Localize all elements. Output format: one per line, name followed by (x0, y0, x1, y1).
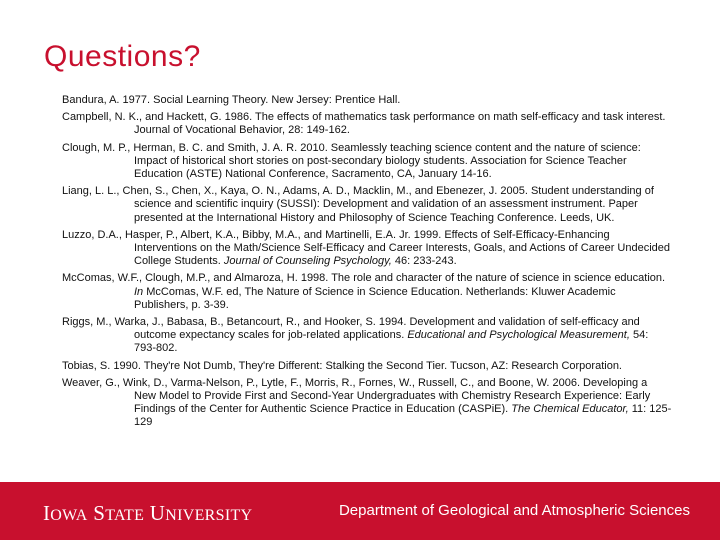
reference-item (62, 185, 672, 225)
reference-italic: Journal of Counseling Psychology, (223, 255, 392, 268)
reference-text: 11: 125-129 (134, 403, 672, 429)
reference-italic: Educational and Psychological Measurement, (407, 329, 630, 342)
reference-text: Clough, M. P., Herman, B. C. and Smith, J. A. R. 2010. Seamlessly teaching science content and the nature of science: Impact of historical short stories on post-secondary biology students. Association for Science Teacher Education (ASTE) National Conference, Sacramento, CA, January 14-16. (62, 141, 641, 181)
reference-text: Bandura, A. 1977. Social Learning Theory. New Jersey: Prentice Hall. (62, 94, 401, 106)
reference-item (62, 272, 672, 312)
logo-wordmark: IOWA STATE UNIVERSITY (43, 501, 253, 525)
reference-text: Tobias, S. 1990. They're Not Dumb, They're Different: Stalking the Second Tier. Tucson, AZ: Research Corporation. (62, 359, 622, 372)
reference-item (62, 142, 672, 182)
reference-text: 46: 233-243. (391, 255, 457, 268)
reference-list (62, 94, 672, 434)
department-name: Department of Geological and Atmospheric Sciences (338, 502, 690, 519)
reference-text: Riggs, M., Warka, J., Babasa, B., Betancourt, R., and Hooker, S. 1994. Development and validation of self-efficacy and outcome expectancy scales for job-related applications. (62, 316, 640, 342)
reference-text: 54: 793-802. (134, 329, 649, 355)
reference-item (62, 377, 672, 430)
reference-text: Weaver, G., Wink, D., Varma-Nelson, P., Lytle, F., Morris, R., Fornes, W., Russell, C., and Boone, W. 2006. Developing a New Model to Provide First and Second-Year Undergraduates with Chemistry Research Experience: Early Findings of the Center for Authentic Science Practice in Education (CASPiE). (62, 376, 651, 416)
slide-title: Questions? (44, 40, 201, 73)
university-logo (43, 501, 252, 526)
reference-text: Liang, L. L., Chen, S., Chen, X., Kaya, O. N., Adams, A. D., Macklin, M., and Ebenezer, J. 2005. Student understanding of science and scientific inquiry (SUSSI): Development and validation of an assessment instrument. Paper presented at the International History and Philosophy of Science Teaching Conference. Leeds, UK. (62, 185, 654, 224)
reference-item (62, 229, 672, 269)
reference-text: Luzzo, D.A., Hasper, P., Albert, K.A., Bibby, M.A., and Martinelli, E.A. Jr. 1999. Effects of Self-Efficacy-Enhancing Interventions on the Math/Science Self-Efficacy and Career Interests, Goals, and Actions of Career Undecided College Students. (62, 228, 671, 268)
reference-text: Campbell, N. K., and Hackett, G. 1986. The effects of mathematics task performance on math self-efficacy and task interest. Journal of Vocational Behavior, 28: 149-162. (62, 111, 666, 137)
reference-italic: In (134, 285, 144, 298)
reference-item (62, 316, 672, 356)
reference-item (62, 111, 672, 137)
reference-text: McComas, W.F. ed, The Nature of Science in Science Education. Netherlands: Kluwer Academic Publishers, p. 3-39. (134, 285, 616, 311)
reference-italic: The Chemical Educator, (511, 403, 629, 416)
footer-bar (0, 482, 720, 540)
reference-text: McComas, W.F., Clough, M.P., and Almaroza, H. 1998. The role and character of the nature of science in science education. (62, 272, 666, 285)
reference-item (62, 360, 672, 373)
reference-item (62, 94, 672, 107)
